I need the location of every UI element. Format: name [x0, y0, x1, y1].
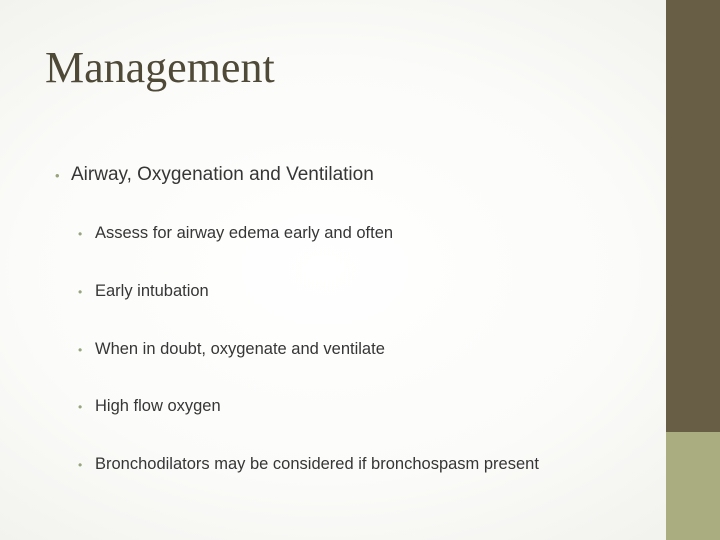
bullet-dot-icon: • [78, 227, 83, 241]
sidebar-accent-light [666, 432, 720, 540]
bullet-dot-icon: • [78, 343, 83, 357]
bullet-item-airway [55, 164, 374, 186]
sub-bullet-item-assess [78, 224, 393, 243]
bullet-dot-icon: • [55, 168, 60, 183]
sub-bullet-text: When in doubt, oxygenate and ventilate [95, 340, 385, 358]
sub-bullet-item-bronchodilators [78, 455, 539, 474]
bullet-text: Airway, Oxygenation and Ventilation [71, 164, 374, 185]
sub-bullet-text: Early intubation [95, 282, 209, 300]
sub-bullet-item-oxygen [78, 397, 221, 416]
sub-bullet-text: Bronchodilators may be considered if bronchospasm present [95, 455, 539, 473]
slide-title: Management [45, 43, 275, 92]
sub-bullet-item-oxygenate [78, 340, 385, 359]
sub-bullet-text: High flow oxygen [95, 397, 221, 415]
sidebar-accent-dark [666, 0, 720, 432]
bullet-dot-icon: • [78, 400, 83, 414]
sub-bullet-text: Assess for airway edema early and often [95, 224, 394, 242]
bullet-dot-icon: • [78, 458, 83, 472]
sub-bullet-item-intubation [78, 282, 209, 301]
bullet-dot-icon: • [78, 285, 83, 299]
